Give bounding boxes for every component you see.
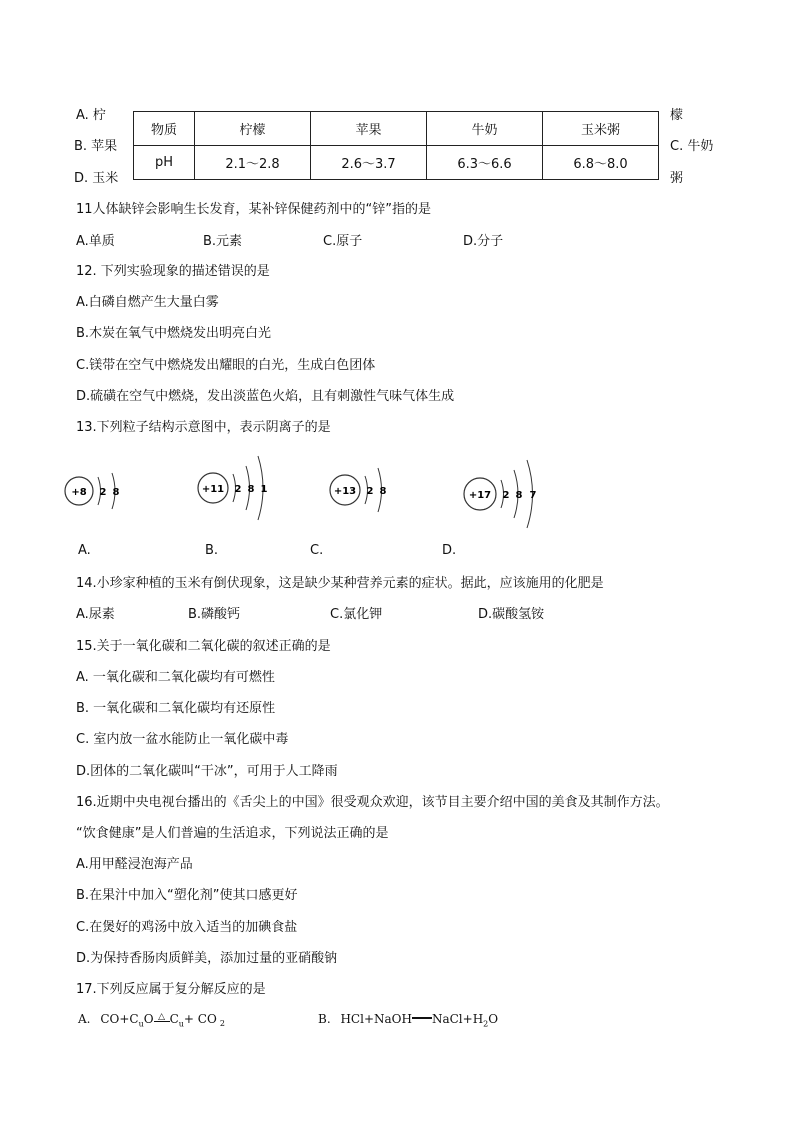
- q17-option-a: [78, 1012, 225, 1028]
- nucleus-charge: +17: [468, 490, 492, 501]
- option-label: B.: [318, 1012, 331, 1026]
- q17-stem: 17.下列反应属于复分解反应的是: [76, 982, 266, 997]
- q14-stem: 14.小珍家种植的玉米有倒伏现象，这是缺少某种营养元素的症状。据此，应该施用的化肥是: [76, 576, 604, 591]
- q10-option-c-label: C. 牛奶: [670, 139, 714, 154]
- shell-electrons: 8: [515, 490, 523, 501]
- q13-option: C.: [310, 543, 324, 558]
- q14-option: D.碳酸氢铵: [478, 607, 545, 622]
- q13-stem: 13.下列粒子结构示意图中，表示阴离子的是: [76, 420, 331, 435]
- ph-table-cell: 玉米粥: [543, 112, 659, 146]
- q10-option-b-label: B. 苹果: [74, 139, 118, 154]
- q13-option: B.: [205, 543, 219, 558]
- q16-option: B.在果汁中加入“塑化剂”使其口感更好: [76, 888, 298, 903]
- reaction-arrow: [412, 1017, 432, 1019]
- nucleus-charge: +11: [201, 484, 225, 495]
- ph-table-cell: 苹果: [311, 112, 427, 146]
- q13-option: D.: [442, 543, 457, 558]
- q15-option: A. 一氧化碳和二氧化碳均有可燃性: [76, 670, 275, 685]
- q12-stem: 12. 下列实验现象的描述错误的是: [76, 264, 270, 279]
- q12-option: B.木炭在氧气中燃烧发出明亮白光: [76, 326, 272, 341]
- q11-stem: 11人体缺锌会影响生长发育，某补锌保健药剂中的“锌”指的是: [76, 202, 432, 217]
- products: $NaCl+H_2O$: [431, 1012, 499, 1029]
- heat-condition: △: [154, 1013, 170, 1022]
- products: $C_u+$ CO $_2$: [169, 1012, 225, 1029]
- reactants: HCl+NaOH: [340, 1012, 412, 1026]
- atom-diagram-d: [462, 456, 554, 532]
- shell-electrons: 8: [112, 487, 120, 498]
- q11-option: C.原子: [323, 234, 363, 249]
- ph-table-cell: pH: [134, 146, 195, 180]
- q14-option: C.氯化钾: [330, 607, 383, 622]
- q11-option: D.分子: [463, 234, 504, 249]
- ph-table-cell: 柠檬: [195, 112, 311, 146]
- shell-electrons: 1: [260, 484, 268, 495]
- q10-right-label: 檬: [670, 108, 684, 123]
- atom-diagram-b: [196, 452, 286, 524]
- ph-table-value-row: [134, 146, 659, 180]
- nucleus-charge: +13: [333, 486, 357, 497]
- shell-electrons: 8: [247, 484, 255, 495]
- shell-electrons: 2: [234, 484, 242, 495]
- atom-diagram-c: [328, 462, 408, 522]
- ph-table-header-row: [134, 112, 659, 146]
- option-label: A.: [78, 1012, 91, 1026]
- ph-table-cell: 2.1～2.8: [195, 146, 311, 180]
- q11-option: B.元素: [203, 234, 243, 249]
- q10-option-a-label: A. 柠: [76, 108, 106, 123]
- q11-option: A.单质: [76, 234, 115, 249]
- q16-option: C.在煲好的鸡汤中放入适当的加碘食盐: [76, 920, 298, 935]
- atom-diagram-a: [62, 465, 142, 521]
- q12-option: A.白磷自燃产生大量白雾: [76, 295, 219, 310]
- q15-stem: 15.关于一氧化碳和二氧化碳的叙述正确的是: [76, 639, 331, 654]
- q15-option: C. 室内放一盆水能防止一氧化碳中毒: [76, 732, 289, 747]
- q12-option: D.硫磺在空气中燃烧，发出淡蓝色火焰，且有刺激性气味气体生成: [76, 389, 455, 404]
- nucleus-charge: +8: [71, 487, 87, 498]
- q16-option: A.用甲醛浸泡海产品: [76, 857, 193, 872]
- q15-option: D.团体的二氧化碳叫“干冰”，可用于人工降雨: [76, 764, 338, 779]
- q14-option: A.尿素: [76, 607, 115, 622]
- q16-stem-line-1: 16.近期中央电视台播出的《舌尖上的中国》很受观众欢迎，该节目主要介绍中国的美食及其制作方法。: [76, 795, 669, 810]
- q10-right-label: 粥: [670, 171, 684, 186]
- ph-table-cell: 6.3～6.6: [427, 146, 543, 180]
- shell-electrons: 7: [529, 490, 537, 501]
- q16-option: D.为保持香肠肉质鲜美，添加过量的亚硝酸钠: [76, 951, 338, 966]
- reactants: $CO+C_uO$: [100, 1012, 154, 1029]
- shell-electrons: 2: [366, 486, 374, 497]
- q17-option-b: [318, 1012, 498, 1028]
- q12-option: C.镁带在空气中燃烧发出耀眼的白光，生成白色团体: [76, 358, 376, 373]
- q15-option: B. 一氧化碳和二氧化碳均有还原性: [76, 701, 276, 716]
- ph-table-cell: 物质: [134, 112, 195, 146]
- ph-table-cell: 2.6～3.7: [311, 146, 427, 180]
- shell-electrons: 8: [379, 486, 387, 497]
- q14-option: B.磷酸钙: [188, 607, 241, 622]
- q13-option: A.: [78, 543, 91, 558]
- q10-option-d-label: D. 玉米: [74, 171, 119, 186]
- q16-stem-line-2: “饮食健康”是人们普遍的生活追求，下列说法正确的是: [76, 826, 389, 841]
- ph-table-cell: 6.8～8.0: [543, 146, 659, 180]
- ph-table-cell: 牛奶: [427, 112, 543, 146]
- shell-electrons: 2: [99, 487, 107, 498]
- ph-table: [133, 111, 659, 180]
- shell-electrons: 2: [502, 490, 510, 501]
